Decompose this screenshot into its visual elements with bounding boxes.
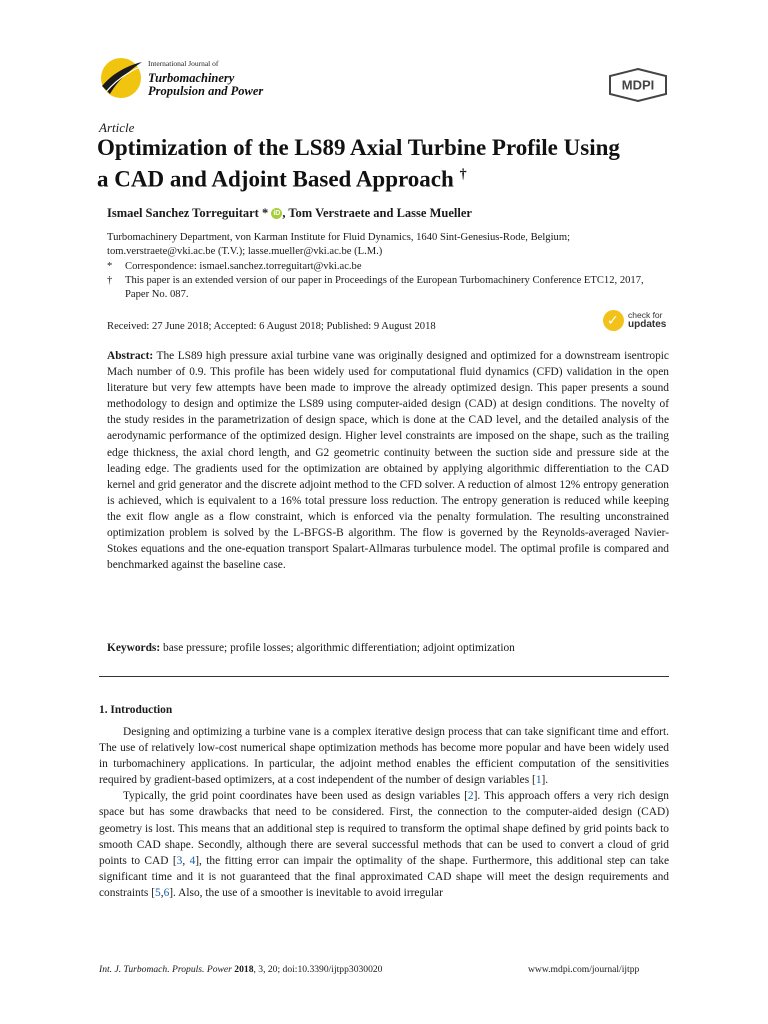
abstract-label: Abstract: (107, 350, 154, 362)
paragraph-1-text: Designing and optimizing a turbine vane is a complex iterative design process that can take significant time and effort. The use of relatively low-cost numerical shape optimization methods has become more popular and have been widely used in turbomachinery applications. In particular, the adjoint method enables the efficient computation of the sensitivities required by gradient-based optimizers, at a cost independent of the number of design variables [ (99, 726, 669, 787)
title-footnote-mark: † (459, 167, 467, 182)
paragraph-2 (99, 788, 669, 901)
article-type: Article (99, 120, 135, 135)
journal-name-line1: Turbomachinery (148, 71, 235, 85)
citation-link[interactable]: 6 (163, 886, 170, 899)
citation-link[interactable]: 5 (155, 886, 161, 899)
citation-link[interactable]: 1 (535, 774, 542, 787)
footer-year: 2018 (234, 964, 254, 975)
title-line-2 (97, 161, 697, 193)
paragraph-2-text-a: Typically, the grid point coordinates have been used as design variables [ (123, 790, 468, 803)
paper-title (97, 134, 697, 193)
paragraph-2-text-c: , (182, 854, 190, 867)
citation-link[interactable]: 3 (176, 854, 183, 867)
keywords-text: base pressure; profile losses; algorithmic differentiation; adjoint optimization (163, 642, 515, 654)
introduction-body (99, 724, 669, 901)
abstract-text: The LS89 high pressure axial turbine vane was originally designed and optimized for a downstream isentropic Mach number of 0.9. This profile has been widely used for computational fluid dynamics (CFD) validation in the open literature but very few attempts have been made to improve the already optimized design. This paper presents a sound methodology to design and optimize the LS89 using computer-aided design (CAD) at design conditions. The novelty of the study resides in the parametrization of design space, which is done at the CAD level, and the detailed analysis of the aerodynamic performance of the optimized design. Higher level constraints are imposed on the shape, such as the trailing edge thickness, the axial chord length, and G2 geometric continuity between the suction side and pressure side at the leading edge. The gradients used for the optimization are obtained by applying algorithmic differentiation to the CAD kernel and grid generator and the discrete adjoint method to the CFD solver. A reduction of almost 12% entropy generation is achieved, which is equivalent to a 16% total pressure loss reduction. The entropy generation is reduced while keeping the exit flow angle as a flow constraint, which is enforced via the penalty formulation. The resulting unconstrained optimization problem is solved by the L-BFGS-B algorithm. The flow is governed by the Reynolds-averaged Navier-Stokes equations and the one-equation transport Spalart-Allmaras turbulence model. The optimal profile is compared and benchmarked against the baseline case. (107, 350, 669, 572)
extended-version-note (107, 274, 667, 302)
paragraph-2-text-e: , (160, 886, 164, 899)
footer-doi[interactable]: , 3, 20; doi:10.3390/ijtpp3030020 (253, 964, 383, 975)
title-line-2-text: a CAD and Adjoint Based Approach (97, 166, 454, 192)
paragraph-2-text-f: ]. Also, the use of a smoother is inevitable to avoid irregular (169, 886, 443, 899)
publication-dates: Received: 27 June 2018; Accepted: 6 August 2018; Published: 9 August 2018 (107, 321, 436, 332)
author-first[interactable]: Ismael Sanchez Torreguitart * (107, 206, 269, 220)
section-divider (99, 676, 669, 677)
correspondence-note (107, 260, 667, 274)
citation-link[interactable]: 4 (189, 854, 196, 867)
note-text: This paper is an extended version of our paper in Proceedings of the European Turbomachinery Conference ETC12, 2017, Paper No. 087. (125, 275, 644, 300)
keywords (107, 642, 669, 654)
journal-logo-icon (98, 56, 144, 100)
footer-journal: Int. J. Turbomach. Propuls. Power (99, 964, 232, 975)
affiliation-line-2[interactable]: tom.verstraete@vki.ac.be (T.V.); lasse.mueller@vki.ac.be (L.M.) (107, 246, 383, 257)
orcid-icon[interactable]: iD (273, 210, 281, 217)
section-heading: 1. Introduction (99, 704, 173, 716)
note-symbol: † (107, 275, 113, 286)
footer-citation (99, 964, 382, 975)
paragraph-2-text-b: ]. This approach offers a very rich design space but has some drawbacks that need to be considered. First, the connection to the computer-aided design (CAD) geometry is lost. This means that an additional step is required to transform the optimal shape defined by grid points back to smooth CAD shape. Secondly, although there are several successful methods that can be used to convert a cloud of grid points to CAD [ (99, 790, 669, 867)
paragraph-1-end: ]. (541, 774, 549, 787)
paragraph-2-text-d: ], the fitting error can impair the optimality of the shape. Furthermore, this additional step can take significant time and it is not guaranteed that the final approximated CAD shape will meet the design requirements and constraints [ (99, 854, 669, 899)
paragraph-1 (99, 724, 669, 788)
note-symbol: * (107, 261, 113, 272)
checkmark-icon: ✓ (607, 313, 619, 329)
affiliation-line-1: Turbomachinery Department, von Karman Institute for Fluid Dynamics, 1640 Sint-Genesius-Rode, Belgium; (107, 232, 571, 243)
check-for-updates-button[interactable] (603, 309, 671, 333)
journal-small-label: International Journal of (148, 59, 219, 68)
journal-name[interactable] (148, 72, 263, 98)
title-line-1: Optimization of the LS89 Axial Turbine Profile Using (97, 135, 620, 160)
check-for-label: check for (628, 310, 663, 320)
keywords-label: Keywords: (107, 642, 161, 654)
mdpi-logo-icon[interactable] (607, 68, 669, 102)
citation-link[interactable]: 2 (467, 790, 474, 803)
publisher-name: MDPI (621, 77, 655, 93)
journal-name-line2: Propulsion and Power (148, 84, 264, 98)
note-text[interactable]: Correspondence: ismael.sanchez.torreguitart@vki.ac.be (125, 261, 362, 272)
updates-label: updates (628, 319, 667, 330)
footer-url[interactable]: www.mdpi.com/journal/ijtpp (528, 964, 640, 975)
author-list (107, 206, 472, 221)
author-rest[interactable]: , Tom Verstraete and Lasse Mueller (282, 206, 472, 220)
check-badge-circle (603, 310, 624, 331)
abstract (107, 348, 669, 573)
